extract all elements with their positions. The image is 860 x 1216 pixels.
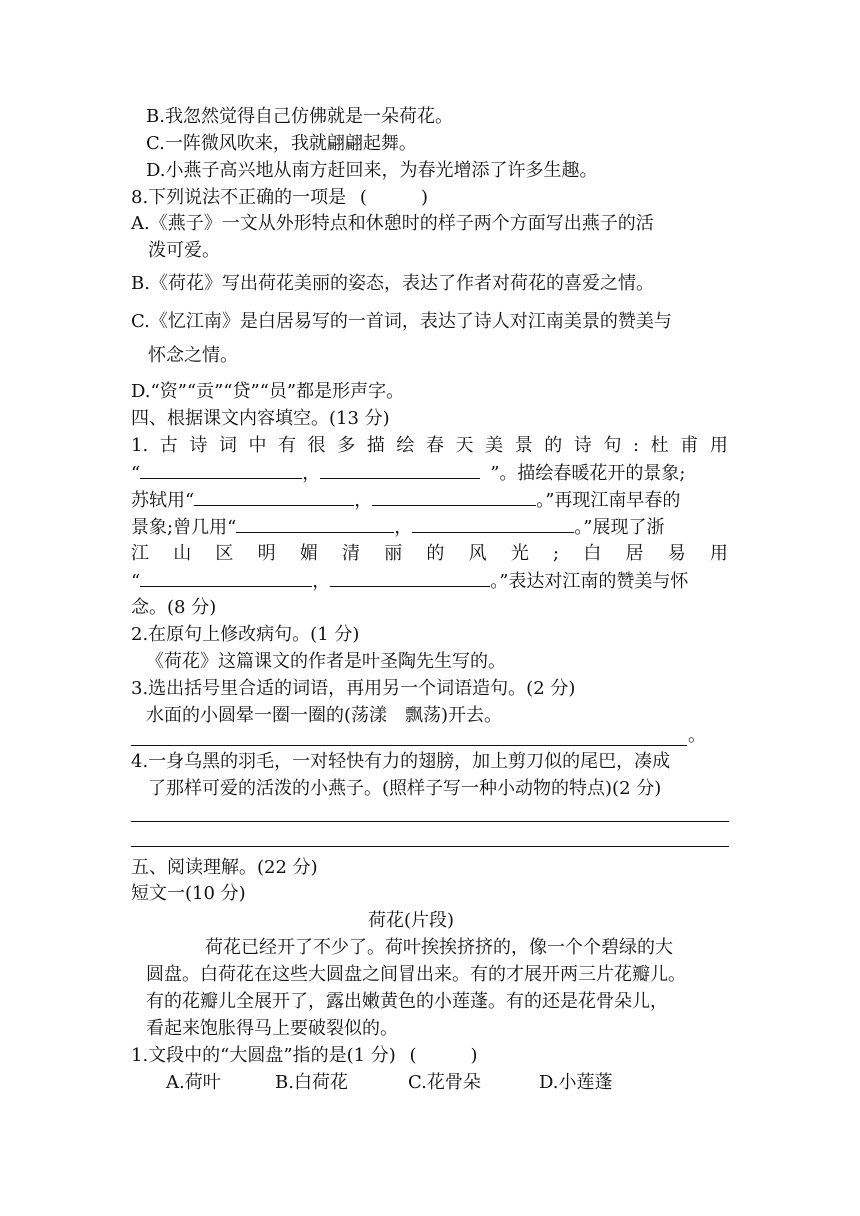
s4-q1-line7: 念。(8 分) xyxy=(131,597,217,618)
s4-q1-char: 江 xyxy=(131,543,149,564)
s4-q2-sentence: 《荷花》这篇课文的作者是叶圣陶先生写的。 xyxy=(146,651,506,672)
s5-q1-answer-paren: ( ) xyxy=(409,1045,478,1066)
s4-q1-char: 1. xyxy=(131,435,149,456)
s4-q1-char: 句 xyxy=(603,435,622,456)
passage-line: 荷花已经开了不少了。荷叶挨挨挤挤的，像一个个碧绿的大 xyxy=(205,937,673,958)
comma: ， xyxy=(394,517,413,538)
s4-q1-line6-tail: 。”表达对江南的赞美与怀 xyxy=(490,571,689,592)
s4-q1-char: 诗 xyxy=(189,435,208,456)
s4-q3-sentence: 水面的小圆晕一圈一圈的(荡漾 飘荡)开去。 xyxy=(146,705,503,726)
answer-line[interactable] xyxy=(131,846,729,847)
s4-q1-char: 甫 xyxy=(680,435,699,456)
s5-q1-option-c: C.花骨朵 xyxy=(408,1072,481,1093)
s4-q1-char: 的 xyxy=(544,435,563,456)
s4-q1-line2-tail: ”。描绘春暖花开的景象; xyxy=(490,463,686,484)
s5-q1-option-a: A.荷叶 xyxy=(166,1072,221,1093)
passage-title: 荷花(片段) xyxy=(368,910,455,931)
fill-blank[interactable] xyxy=(194,487,354,506)
q8-option-c-line1: C.《忆江南》是白居易写的一首词，表达了诗人对江南美景的赞美与 xyxy=(131,311,672,332)
s4-q1-char: 用 xyxy=(709,543,728,564)
s4-q1-char: 丽 xyxy=(384,543,403,564)
s4-q1-char: 易 xyxy=(667,543,686,564)
s4-q1-char: 明 xyxy=(257,543,276,564)
s4-q1-char: 用 xyxy=(709,435,728,456)
s4-q1-char: 词 xyxy=(218,435,237,456)
s4-q4-line2: 了那样可爱的活泼的小燕子。(照样子写一种小动物的特点)(2 分) xyxy=(148,778,662,799)
q8-option-c-line2: 怀念之情。 xyxy=(148,345,238,366)
q8-stem xyxy=(131,185,428,211)
s4-q1-char: 描 xyxy=(366,435,385,456)
s4-q1-char: 天 xyxy=(455,435,474,456)
passage-line: 有的花瓣儿全展开了，露出嫩黄色的小莲蓬。有的还是花骨朵儿， xyxy=(146,991,668,1012)
s4-q2-stem: 2.在原句上修改病句。(1 分) xyxy=(131,624,360,645)
s4-q1-line4 xyxy=(131,514,664,541)
s4-q1-char: 媚 xyxy=(299,543,318,564)
s4-q1-char: 古 xyxy=(159,435,178,456)
q8-option-b: B.《荷花》写出荷花美丽的姿态，表达了作者对荷花的喜爱之情。 xyxy=(131,273,654,294)
comma: ， xyxy=(312,571,331,592)
comma: ， xyxy=(302,463,321,484)
s4-q1-char: 杜 xyxy=(650,435,669,456)
s4-q1-char: 居 xyxy=(625,543,644,564)
q8-answer-paren: ( ) xyxy=(359,187,428,208)
section5-title: 五、阅读理解。(22 分) xyxy=(131,857,318,878)
fill-blank[interactable] xyxy=(140,568,312,587)
s4-q1-char: 诗 xyxy=(573,435,592,456)
s5-q1-option-d: D.小莲蓬 xyxy=(539,1072,613,1093)
q8-option-a-line1: A.《燕子》一文从外形特点和休憩时的样子两个方面写出燕子的活 xyxy=(131,213,654,234)
fill-blank[interactable] xyxy=(372,487,536,506)
passage-label: 短文一(10 分) xyxy=(131,883,246,904)
q8-option-a-line2: 泼可爱。 xyxy=(148,240,220,261)
s4-q1-char: : xyxy=(633,435,640,456)
s4-q1-line5 xyxy=(131,541,728,567)
s4-q1-char: ; xyxy=(553,543,560,564)
s4-q1-line3-tail: 。”再现江南早春的 xyxy=(536,490,681,511)
quote-open: “ xyxy=(131,571,141,592)
s4-q3-stem: 3.选出括号里合适的词语，再用另一个词语造句。(2 分) xyxy=(131,678,576,699)
section4-title: 四、根据课文内容填空。(13 分) xyxy=(131,408,390,429)
fill-blank[interactable] xyxy=(412,514,574,533)
s4-q1-char: 山 xyxy=(173,543,192,564)
s4-q1-char: 有 xyxy=(278,435,297,456)
s4-q1-char: 的 xyxy=(426,543,445,564)
s5-q1-stem xyxy=(131,1043,478,1069)
comma: ， xyxy=(354,490,373,511)
passage-line: 圆盘。白荷花在这些大圆盘之间冒出来。有的才展开两三片花瓣儿。 xyxy=(146,964,686,985)
s4-q1-line3-head: 苏轼用“ xyxy=(131,490,195,511)
fill-blank[interactable] xyxy=(140,460,302,479)
fill-blank[interactable] xyxy=(236,514,394,533)
q8-option-d: D.“资”“贡”“贷”“员”都是形声字。 xyxy=(131,381,405,402)
fill-blank[interactable] xyxy=(330,568,490,587)
q7-option-c: C.一阵微风吹来，我就翩翩起舞。 xyxy=(146,133,417,154)
s4-q1-line4-head: 景象;曾几用“ xyxy=(131,517,237,538)
s5-q1-option-b: B.白荷花 xyxy=(275,1072,348,1093)
answer-line[interactable] xyxy=(131,821,729,822)
q7-option-d: D.小燕子高兴地从南方赶回来，为春光增添了许多生趣。 xyxy=(146,160,598,181)
s4-q1-char: 区 xyxy=(215,543,234,564)
s4-q1-line3 xyxy=(131,487,680,514)
s4-q1-line2 xyxy=(131,460,685,487)
s4-q1-line6 xyxy=(131,568,688,595)
s4-q1-char: 光 xyxy=(510,543,529,564)
s4-q1-char: 景 xyxy=(514,435,533,456)
s4-q1-char: 绘 xyxy=(396,435,415,456)
s4-q1-char: 白 xyxy=(583,543,602,564)
s4-q1-char: 美 xyxy=(485,435,504,456)
answer-line[interactable] xyxy=(131,745,687,746)
s4-q1-line1 xyxy=(131,433,728,459)
q8-stem-text: 8.下列说法不正确的一项是 xyxy=(131,187,347,208)
s4-q1-char: 清 xyxy=(342,543,361,564)
s4-q1-char: 多 xyxy=(337,435,356,456)
s4-q1-char: 很 xyxy=(307,435,326,456)
s4-q1-char: 中 xyxy=(248,435,267,456)
fill-blank[interactable] xyxy=(320,460,480,479)
s4-q1-char: 春 xyxy=(425,435,444,456)
passage-line: 看起来饱胀得马上要破裂似的。 xyxy=(146,1018,398,1039)
q7-option-b: B.我忽然觉得自己仿佛就是一朵荷花。 xyxy=(146,106,453,127)
s4-q3-end: 。 xyxy=(688,725,706,746)
s5-q1-stem-text: 1.文段中的“大圆盘”指的是(1 分) xyxy=(131,1045,396,1066)
s4-q1-line4-tail: 。”展现了浙 xyxy=(574,517,665,538)
s4-q1-char: 风 xyxy=(468,543,487,564)
quote-open: “ xyxy=(131,463,141,484)
s4-q4-line1: 4.一身乌黑的羽毛，一对轻快有力的翅膀，加上剪刀似的尾巴，凑成 xyxy=(131,751,671,772)
